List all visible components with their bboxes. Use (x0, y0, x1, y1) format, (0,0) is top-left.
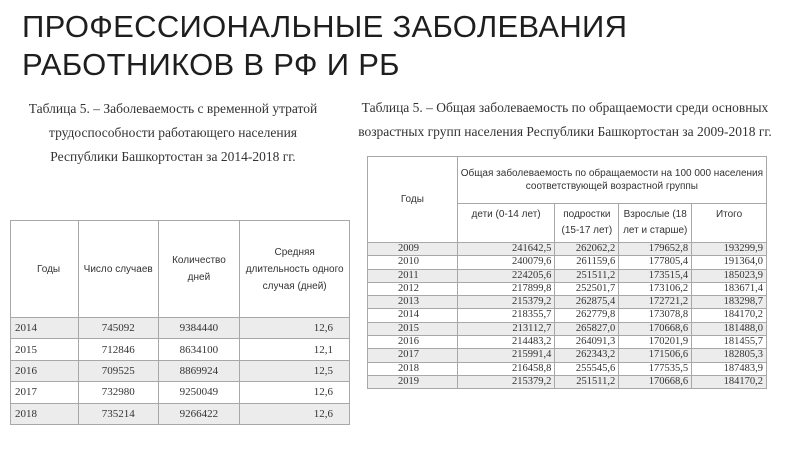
table2-cell-children: 215379,2 (457, 296, 555, 309)
table-row (368, 362, 767, 375)
table1-header-avg-duration: Средняя длительность одного случая (дней) (240, 221, 350, 318)
table2-header-adults: Взрослые (18 лет и старше) (619, 204, 692, 243)
table2-cell-teens: 264091,3 (555, 336, 619, 349)
table-row (368, 349, 767, 362)
table-row (11, 382, 350, 403)
table2-cell-teens: 251511,2 (555, 375, 619, 388)
table-row (368, 269, 767, 282)
table2-header-total: Итого (692, 204, 767, 243)
table2-header-group (457, 157, 766, 204)
table1-cell-year: 2016 (11, 360, 79, 381)
table1-cell-year: 2017 (11, 382, 79, 403)
table1-cell-avg: 12,6 (240, 382, 350, 403)
table1-cell-cases: 712846 (78, 339, 158, 360)
table-row (11, 403, 350, 424)
table1-cell-avg: 12,1 (240, 339, 350, 360)
table1-cell-days: 9384440 (158, 318, 240, 339)
table2-cell-children: 218355,7 (457, 309, 555, 322)
table2-header-group-line2: соответствующей возрастной группы (525, 181, 698, 192)
table2-header-children: дети (0-14 лет) (457, 204, 555, 243)
table2-cell-adults: 179652,8 (619, 243, 692, 256)
table2-cell-children: 214483,2 (457, 336, 555, 349)
table2-cell-teens: 262343,2 (555, 349, 619, 362)
table2-cell-children: 215379,2 (457, 375, 555, 388)
table2-cell-total: 191364,0 (692, 256, 767, 269)
table2-cell-adults: 173106,2 (619, 282, 692, 295)
table2-cell-total: 193299,9 (692, 243, 767, 256)
table2-cell-children: 240079,6 (457, 256, 555, 269)
table1-header-cases: Число случаев (78, 221, 158, 318)
table2-cell-children: 213112,7 (457, 322, 555, 335)
table-row (368, 256, 767, 269)
table2-header-group-line1: Общая заболеваемость по обращаемости на 100 000 населения (460, 168, 764, 179)
table2-cell-total: 184170,2 (692, 375, 767, 388)
table2-cell-total: 181455,7 (692, 336, 767, 349)
table2-cell-teens: 262779,8 (555, 309, 619, 322)
table2-cell-adults: 172721,2 (619, 296, 692, 309)
table1-caption: Таблица 5. – Заболеваемость с временной утратой трудоспособности работающего населения Республики Башкортостан за 2014-2018 гг. (28, 101, 318, 164)
sick-leave-table (10, 220, 350, 425)
table1-cell-avg: 12,6 (240, 403, 350, 424)
table2-cell-teens: 252501,7 (555, 282, 619, 295)
table-row (11, 318, 350, 339)
table2-cell-teens: 261159,6 (555, 256, 619, 269)
table2-cell-children: 216458,8 (457, 362, 555, 375)
table2-cell-total: 183298,7 (692, 296, 767, 309)
table1-cell-avg: 12,6 (240, 318, 350, 339)
table2-cell-children: 217899,8 (457, 282, 555, 295)
table1-cell-days: 9266422 (158, 403, 240, 424)
table1-cell-cases: 709525 (78, 360, 158, 381)
table2-header-years: Годы (368, 157, 458, 243)
table2-cell-teens: 265827,0 (555, 322, 619, 335)
table2-cell-year: 2009 (368, 243, 458, 256)
table2-cell-adults: 173515,4 (619, 269, 692, 282)
table2-cell-year: 2018 (368, 362, 458, 375)
table1-cell-year: 2018 (11, 403, 79, 424)
table2-cell-year: 2015 (368, 322, 458, 335)
table2-cell-children: 241642,5 (457, 243, 555, 256)
table2-cell-teens: 251511,2 (555, 269, 619, 282)
table2-cell-adults: 170201,9 (619, 336, 692, 349)
table1-cell-days: 9250049 (158, 382, 240, 403)
table2-cell-total: 183671,4 (692, 282, 767, 295)
table2-cell-children: 224205,6 (457, 269, 555, 282)
table1-cell-cases: 745092 (78, 318, 158, 339)
table2-cell-total: 185023,9 (692, 269, 767, 282)
table-row (11, 360, 350, 381)
table2-cell-adults: 177535,5 (619, 362, 692, 375)
table2-cell-total: 181488,0 (692, 322, 767, 335)
table2-cell-year: 2016 (368, 336, 458, 349)
table2-cell-total: 187483,9 (692, 362, 767, 375)
table-row (368, 282, 767, 295)
table2-cell-year: 2017 (368, 349, 458, 362)
table1-cell-year: 2015 (11, 339, 79, 360)
table1-cell-year: 2014 (11, 318, 79, 339)
table1-header-row (11, 221, 350, 318)
table-row (368, 336, 767, 349)
table-row (368, 296, 767, 309)
morbidity-table (367, 156, 767, 389)
table1-cell-avg: 12,5 (240, 360, 350, 381)
table2-cell-teens: 255545,6 (555, 362, 619, 375)
table1-cell-cases: 735214 (78, 403, 158, 424)
table2-caption: Таблица 5. – Общая заболеваемость по обращаемости среди основных возрастных групп населения Республики Башкортостан за 2009-2018 гг. (358, 100, 772, 139)
table1-header-days: Количество дней (158, 221, 240, 318)
table1-header-years: Годы (11, 221, 79, 318)
table2-cell-year: 2014 (368, 309, 458, 322)
table2-cell-children: 215991,4 (457, 349, 555, 362)
table2-header-row (368, 157, 767, 204)
table-row (368, 322, 767, 335)
table2-cell-year: 2019 (368, 375, 458, 388)
table2-header-teens: подростки (15-17 лет) (555, 204, 619, 243)
table2-cell-total: 182805,3 (692, 349, 767, 362)
table1-cell-days: 8869924 (158, 360, 240, 381)
table2-cell-adults: 170668,6 (619, 375, 692, 388)
table1-cell-cases: 732980 (78, 382, 158, 403)
table2-cell-adults: 171506,6 (619, 349, 692, 362)
table-row (368, 309, 767, 322)
table2-cell-year: 2010 (368, 256, 458, 269)
table2-cell-teens: 262875,4 (555, 296, 619, 309)
table2-cell-adults: 173078,8 (619, 309, 692, 322)
table-row (368, 243, 767, 256)
table2-cell-adults: 170668,6 (619, 322, 692, 335)
table2-cell-year: 2012 (368, 282, 458, 295)
table1-cell-days: 8634100 (158, 339, 240, 360)
table2-cell-adults: 177805,4 (619, 256, 692, 269)
table2-cell-teens: 262062,2 (555, 243, 619, 256)
table2-cell-year: 2011 (368, 269, 458, 282)
table2-cell-total: 184170,2 (692, 309, 767, 322)
page-title: ПРОФЕССИОНАЛЬНЫЕ ЗАБОЛЕВАНИЯ РАБОТНИКОВ В РФ И РБ (22, 9, 628, 82)
table-row (368, 375, 767, 388)
table-row (11, 339, 350, 360)
table2-cell-year: 2013 (368, 296, 458, 309)
